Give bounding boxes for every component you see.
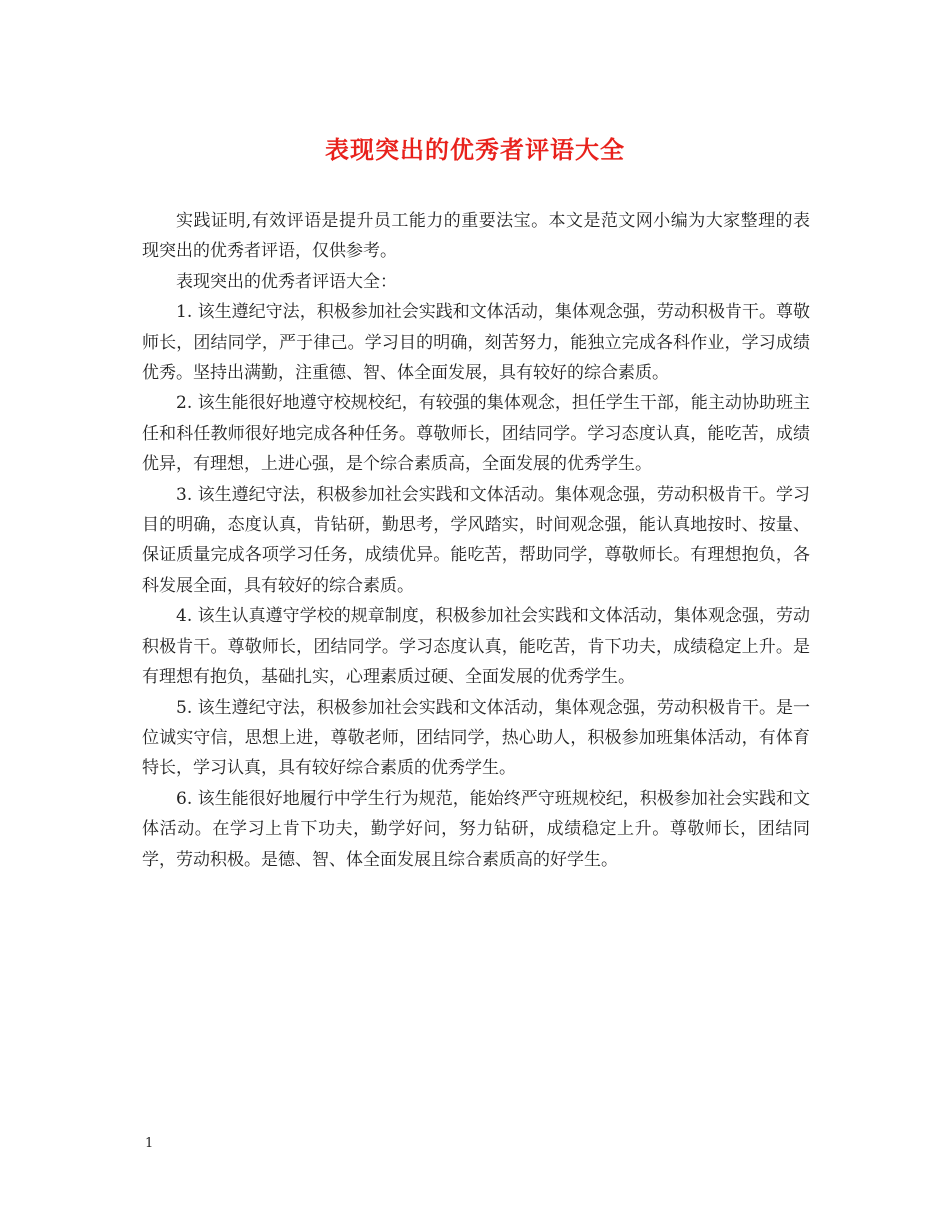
comment-item-3: 3. 该生遵纪守法，积极参加社会实践和文体活动。集体观念强，劳动积极肯干。学习目的明确，态度认真，肯钻研，勤思考，学风踏实，时间观念强，能认真地按时、按量、保证质量完成各项学习任务，成绩优异。能吃苦，帮助同学，尊敬师长。有理想抱负，各科发展全面，具有较好的综合素质。 — [142, 484, 810, 596]
document-title: 表现突出的优秀者评语大全 — [325, 135, 625, 164]
comment-item-2: 2. 该生能很好地遵守校规校纪，有较强的集体观念，担任学生干部，能主动协助班主任和科任教师很好地完成各种任务。尊敬师长，团结同学。学习态度认真，能吃苦，成绩优异，有理想，上进心强，是个综合素质高，全面发展的优秀学生。 — [142, 393, 810, 475]
section-heading: 表现突出的优秀者评语大全： — [176, 271, 397, 292]
document-body — [142, 206, 810, 875]
page-number: 1 — [145, 1136, 154, 1151]
intro-paragraph: 实践证明,有效评语是提升员工能力的重要法宝。本文是范文网小编为大家整理的表现突出的优秀者评语，仅供参考。 — [142, 211, 810, 262]
comment-item-1: 1. 该生遵纪守法，积极参加社会实践和文体活动，集体观念强，劳动积极肯干。尊敬师长，团结同学，严于律己。学习目的明确，刻苦努力，能独立完成各科作业，学习成绩优秀。坚持出满勤，注重德、智、体全面发展，具有较好的综合素质。 — [142, 302, 810, 384]
comment-item-6: 6. 该生能很好地履行中学生行为规范，能始终严守班规校纪，积极参加社会实践和文体活动。在学习上肯下功夫，勤学好问，努力钻研，成绩稳定上升。尊敬师长，团结同学，劳动积极。是德、智、体全面发展且综合素质高的好学生。 — [142, 788, 810, 870]
comment-item-4: 4. 该生认真遵守学校的规章制度，积极参加社会实践和文体活动，集体观念强，劳动积极肯干。尊敬师长，团结同学。学习态度认真，能吃苦，肯下功夫，成绩稳定上升。是有理想有抱负，基础扎实，心理素质过硬、全面发展的优秀学生。 — [142, 606, 810, 688]
comment-item-5: 5. 该生遵纪守法，积极参加社会实践和文体活动，集体观念强，劳动积极肯干。是一位诚实守信，思想上进，尊敬老师，团结同学，热心助人，积极参加班集体活动，有体育特长，学习认真，具有较好综合素质的优秀学生。 — [142, 697, 810, 779]
